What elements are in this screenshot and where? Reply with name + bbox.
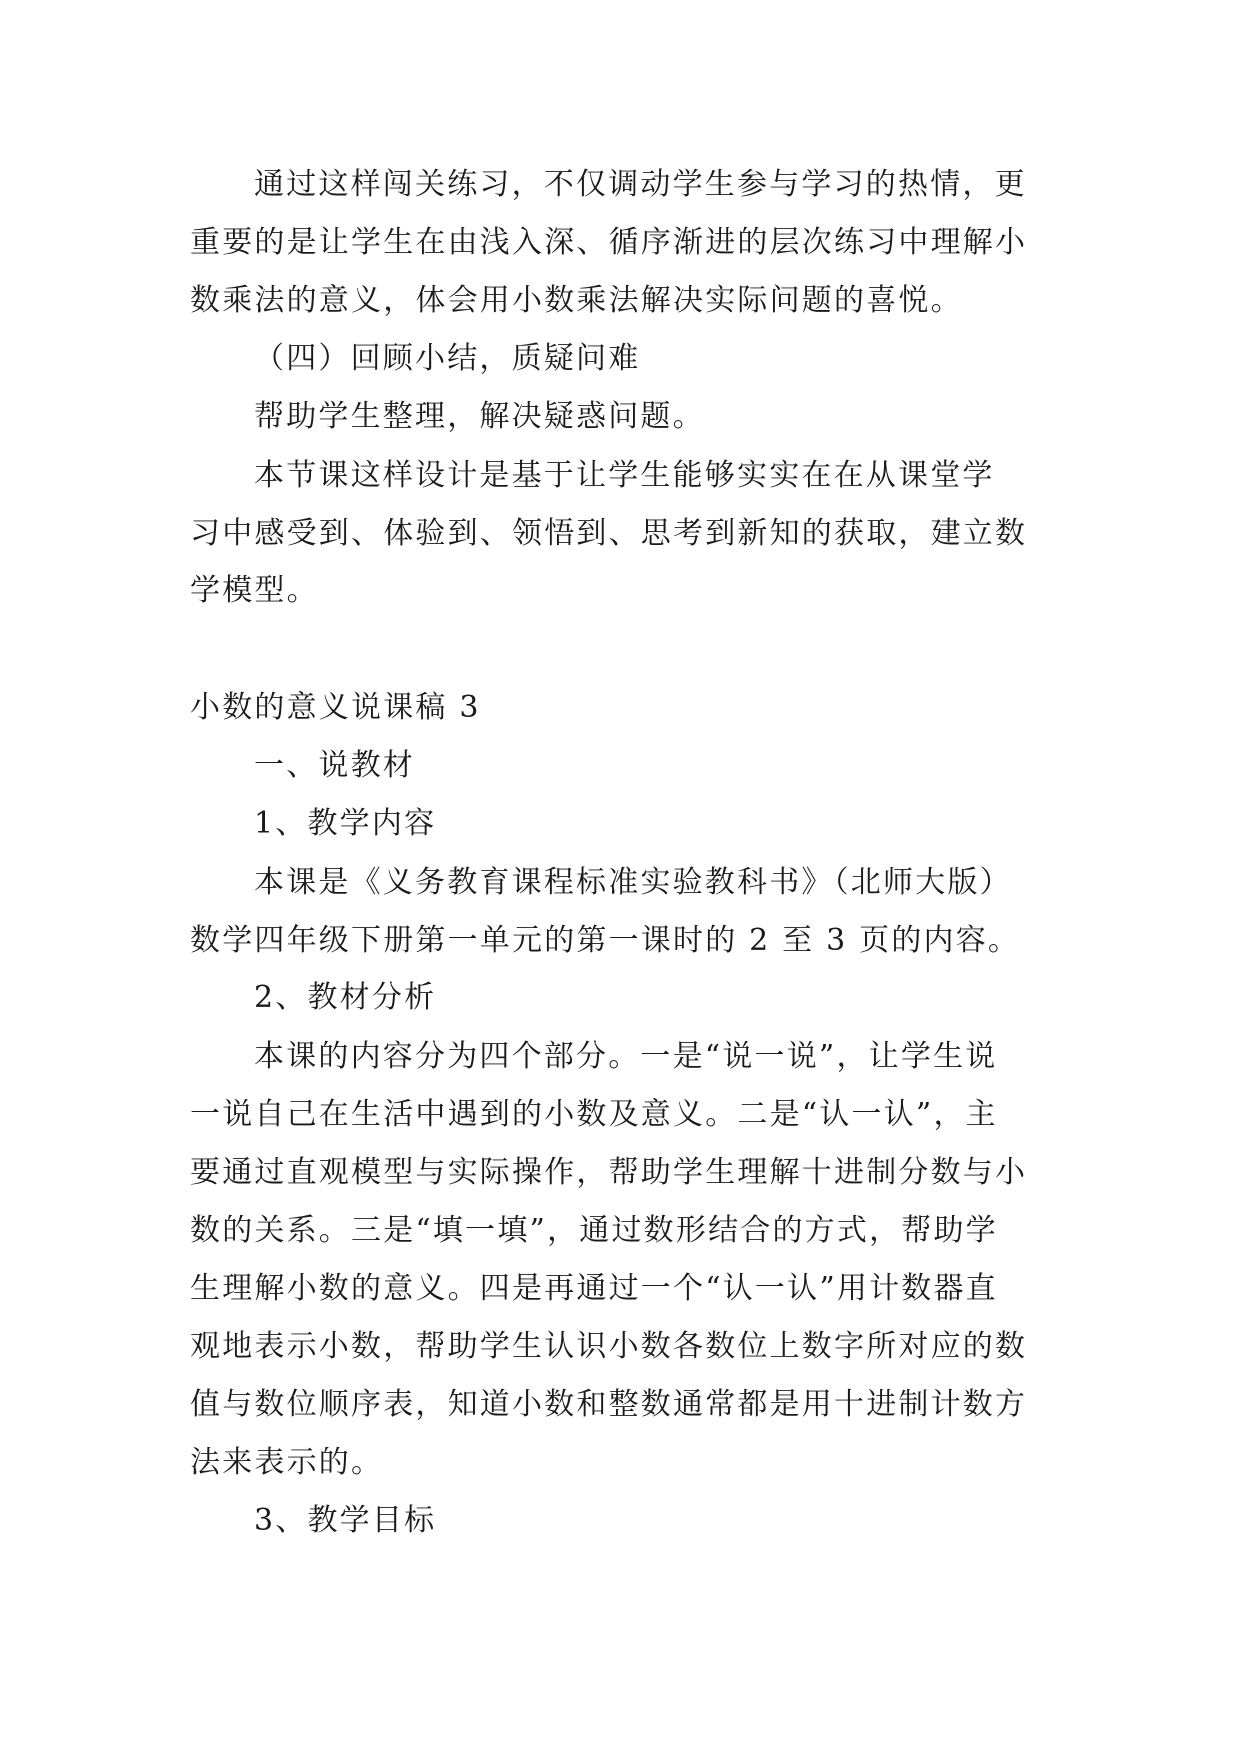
paragraph-line: 数的关系。三是“填一填”，通过数形结合的方式，帮助学: [190, 1213, 998, 1248]
paragraph-line: 观地表示小数，帮助学生认识小数各数位上数字所对应的数: [190, 1329, 1028, 1364]
paragraph-line: 要通过直观模型与实际操作，帮助学生理解十进制分数与小: [190, 1155, 1028, 1190]
paragraph-line: 数学四年级下册第一单元的第一课时的 2 至 3 页的内容。: [190, 923, 1021, 958]
paragraph-line: 习中感受到、体验到、领悟到、思考到新知的获取，建立数: [190, 516, 1028, 551]
section-heading: 一、说教材: [254, 748, 415, 783]
subsection-heading: 2、教材分析: [254, 980, 437, 1015]
paragraph-line: 重要的是让学生在由浅入深、循序渐进的层次练习中理解小: [190, 225, 1028, 260]
subsection-heading: 3、教学目标: [254, 1503, 437, 1538]
paragraph-line: 本节课这样设计是基于让学生能够实实在在从课堂学: [254, 458, 995, 493]
paragraph-line: 值与数位顺序表，知道小数和整数通常都是用十进制计数方: [190, 1387, 1028, 1422]
paragraph-line: 一说自己在生活中遇到的小数及意义。二是“认一认”，主: [190, 1097, 998, 1132]
paragraph-line: 学模型。: [190, 573, 319, 608]
subsection-heading: 1、教学内容: [254, 806, 437, 841]
section-heading: （四）回顾小结，质疑问难: [254, 341, 641, 376]
paragraph-line: 本课是《义务教育课程标准实验教科书》（北师大版）: [254, 865, 1012, 900]
paragraph-line: 法来表示的。: [190, 1445, 384, 1480]
paragraph-line: 生理解小数的意义。四是再通过一个“认一认”用计数器直: [190, 1271, 998, 1306]
paragraph-line: 数乘法的意义，体会用小数乘法解决实际问题的喜悦。: [190, 283, 963, 318]
paragraph-line: 通过这样闯关练习，不仅调动学生参与学习的热情，更: [254, 167, 1027, 202]
document-title: 小数的意义说课稿 3: [190, 690, 481, 725]
paragraph-line: 本课的内容分为四个部分。一是“说一说”，让学生说: [254, 1039, 998, 1074]
paragraph-line: 帮助学生整理，解决疑惑问题。: [254, 399, 705, 434]
